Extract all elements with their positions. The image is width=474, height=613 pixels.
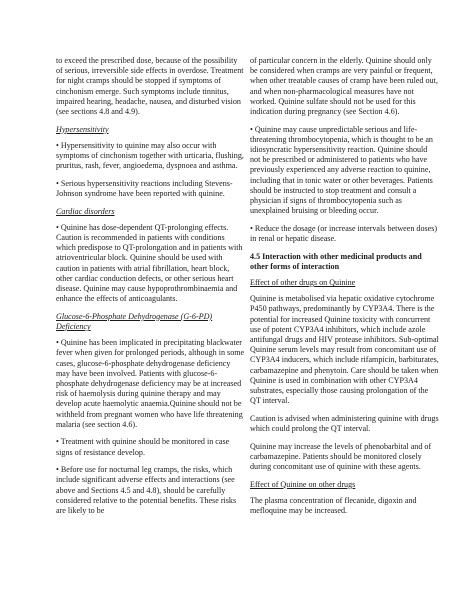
qt-caution-paragraph: Caution is advised when administering quinine with drugs which could prolong the QT interval. (250, 413, 439, 434)
section-4-5-title: 4.5 Interaction with other medicinal products and other forms of interaction (250, 251, 422, 271)
metabolism-paragraph: Quinine is metabolised via hepatic oxidative cytochrome P450 pathways, predominantly by CYP3A4. There is the potential for increased Quinine toxicity with concurrent use of potent CYP3A4 inhibitors, which include azole antifungal drugs and HIV protease inhibitors. Sub-optimal Quinine serum levels may result from concomitant use of CYP3A4 inducers, which include rifampicin, barbiturates, carbamazepine and phenytoin. Care should be taken when Quinine is used in combination with other CYP3A4 substrates, especially those causing prolongation of the QT interval. (250, 294, 439, 406)
hypersensitivity-bullet-1: • Hypersensitivity to quinine may also occur with symptoms of cinchonism together with urticaria, flushing, pruritus, rash, fever, angioedema, dyspnoea and asthma. (56, 140, 244, 171)
right-column (250, 56, 439, 524)
leg-cramps-paragraph: of particular concern in the elderly. Quinine should only be considered when cramps are very painful or frequent, when other treatable causes of cramp have been ruled out, and when non-pharmacological measures have not worked. Quinine sulfate should not be used for this indication during pregnancy (see Section 4.6). (250, 56, 438, 117)
cinchonism-paragraph: to exceed the prescribed dose, because of the possibility of serious, irreversible side effects in overdose. Treatment for night cramps should be stopped if symptoms of cinchonism emerge. Such symptoms include tinnitus, impaired hearing, headache, nausea, and disturbed vision (see sections 4.8 and 4.9). (56, 56, 244, 117)
g6pd-bullet-3: • Before use for nocturnal leg cramps, the risks, which include significant adverse effects and interactions (see above and Sections 4.5 and 4.8), should be carefully considered relative to the potential benefits. These risks are likely to be (56, 465, 237, 516)
thrombocytopenia-bullet: • Quinine may cause unpredictable serious and life-threatening thrombocytopenia, which is thought to be an idiosyncratic hypersensitivity reaction. Quinine should not be prescribed or administered to patients who have previously experienced any adverse reaction to quinine, including that in tonic water or other beverages. Patients should be instructed to stop treatment and consult a physician if signs of thrombocytopenia such as unexplained bruising or bleeding occur. (250, 124, 433, 216)
g6pd-heading: Glucose-6-Phosphate Dehydrogenase (G-6-PD) Deficiency (56, 311, 213, 332)
g6pd-bullet-2: • Treatment with quinine should be monitored in case signs of resistance develop. (56, 437, 230, 457)
hypersensitivity-bullet-2: • Serious hypersensitivity reactions including Stevens-Johnson syndrome have been reported with quinine. (56, 178, 233, 199)
cardiac-bullet-1: • Quinine has dose-dependent QT-prolonging effects. Caution is recommended in patients with conditions which predispose to QT-prolongation and in patients with atrioventricular block. Quinine should be used with caution in patients with atrial fibrillation, heart block, other cardiac conduction defects, or other serious heart disease. Quinine may cause hypoprothrombinaemia and enhance the effects of anticoagulants. (56, 222, 243, 304)
cardiac-disorders-heading: Cardiac disorders (56, 206, 115, 216)
dosage-bullet: • Reduce the dosage (or increase intervals between doses) in renal or hepatic disease. (250, 223, 438, 244)
g6pd-bullet-1: • Quinine has been implicated in precipitating blackwater fever when given for prolonged periods, although in some cases, glucose-6-phosphate dehydrogenase deficiency may have been involved. Patients with glucose-6-phosphate dehydrogenase deficiency may be at increased risk of haemolysis during quinine therapy and may develop acute haemolytic anaemia.Quinine should not be withheld from pregnant women who have life threatening malaria (see section 4.6). (56, 338, 245, 429)
effect-of-other-drugs-heading: Effect of other drugs on Quinine (250, 278, 356, 288)
effect-of-quinine-heading: Effect of Quinine on other drugs (250, 479, 356, 489)
plasma-concentration-paragraph: The plasma concentration of flecanide, digoxin and mefloquine may be increased. (250, 495, 417, 516)
left-column (56, 56, 245, 524)
phenobarbital-paragraph: Quinine may increase the levels of phenobarbital and of carbamazepine. Patients should be monitored closely during concomitant use of quinine with these agents. (250, 441, 432, 472)
hypersensitivity-heading: Hypersensitivity (56, 124, 109, 134)
